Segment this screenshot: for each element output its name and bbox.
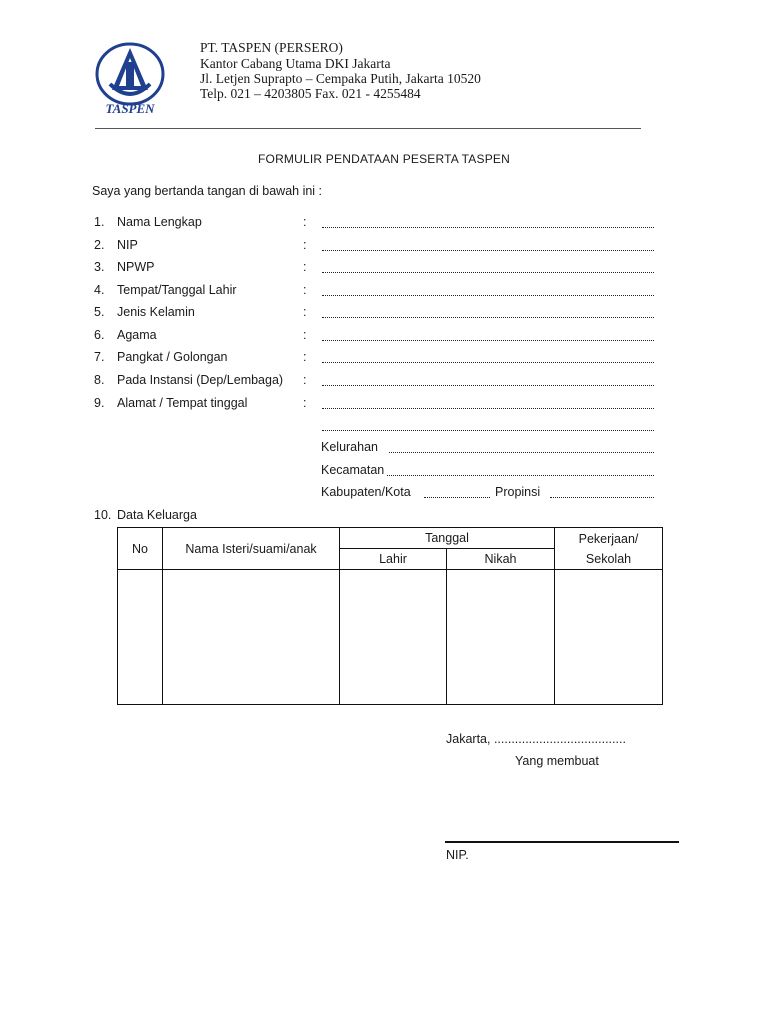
table-cell-no[interactable] bbox=[118, 570, 163, 705]
field-input-instansi[interactable] bbox=[322, 385, 654, 386]
field-input-npwp[interactable] bbox=[322, 272, 654, 273]
field-colon: : bbox=[303, 260, 307, 274]
field-label-nip: NIP bbox=[117, 238, 138, 252]
col-header-no: No bbox=[118, 528, 163, 570]
kecamatan-label: Kecamatan bbox=[321, 463, 385, 477]
col-header-born: Lahir bbox=[340, 549, 447, 570]
field-number: 1. bbox=[94, 215, 105, 229]
company-name: PT. TASPEN (PERSERO) bbox=[200, 40, 343, 55]
field-colon: : bbox=[303, 373, 307, 387]
col-header-occupation-line2: Sekolah bbox=[585, 551, 632, 566]
field-number: 3. bbox=[94, 260, 105, 274]
col-header-occupation-line1: Pekerjaan/ bbox=[578, 531, 639, 546]
date-input[interactable]: ...................................... bbox=[493, 732, 626, 746]
table-cell-occupation[interactable] bbox=[555, 570, 663, 705]
nip-label: NIP. bbox=[446, 848, 469, 862]
signature-line[interactable] bbox=[445, 841, 679, 843]
taspen-logo bbox=[92, 40, 168, 116]
field-input-agama[interactable] bbox=[322, 340, 654, 341]
field-label-jenis-kelamin: Jenis Kelamin bbox=[117, 305, 195, 319]
field-label-agama: Agama bbox=[117, 328, 157, 342]
table-cell-born[interactable] bbox=[340, 570, 447, 705]
place-label: Jakarta, bbox=[446, 732, 491, 746]
table-cell-name[interactable] bbox=[163, 570, 340, 705]
col-header-name: Nama Isteri/suami/anak bbox=[163, 528, 340, 570]
field-input-pangkat-golongan[interactable] bbox=[322, 362, 654, 363]
field-colon: : bbox=[303, 350, 307, 364]
field-colon: : bbox=[303, 305, 307, 319]
col-header-married: Nikah bbox=[447, 549, 555, 570]
intro-text: Saya yang bertanda tangan di bawah ini : bbox=[92, 184, 323, 198]
col-header-date: Tanggal bbox=[340, 528, 555, 549]
field-colon: : bbox=[303, 328, 307, 342]
field-label-tempat-tanggal-lahir: Tempat/Tanggal Lahir bbox=[117, 283, 237, 297]
office-name: Kantor Cabang Utama DKI Jakarta bbox=[200, 56, 391, 71]
field-number: 5. bbox=[94, 305, 105, 319]
form-title: FORMULIR PENDATAAN PESERTA TASPEN bbox=[258, 152, 510, 166]
field-colon: : bbox=[303, 215, 307, 229]
field-input-nama-lengkap[interactable] bbox=[322, 227, 654, 228]
field-colon: : bbox=[303, 283, 307, 297]
field-label-alamat: Alamat / Tempat tinggal bbox=[117, 396, 248, 410]
family-data-label: Data Keluarga bbox=[117, 508, 197, 522]
col-header-occupation bbox=[555, 528, 663, 570]
kabupaten-input[interactable] bbox=[424, 497, 490, 498]
field-label-pangkat-golongan: Pangkat / Golongan bbox=[117, 350, 228, 364]
field-number: 6. bbox=[94, 328, 105, 342]
company-phone-fax: Telp. 021 – 4203805 Fax. 021 - 4255484 bbox=[200, 86, 421, 101]
field-number: 7. bbox=[94, 350, 105, 364]
kecamatan-input[interactable] bbox=[387, 475, 654, 476]
place-date bbox=[446, 732, 626, 746]
field-label-npwp: NPWP bbox=[117, 260, 155, 274]
logo-text: TASPEN bbox=[105, 101, 155, 116]
kabupaten-label: Kabupaten/Kota bbox=[321, 485, 411, 499]
field-number: 2. bbox=[94, 238, 105, 252]
field-label-instansi: Pada Instansi (Dep/Lembaga) bbox=[117, 373, 284, 387]
field-number: 4. bbox=[94, 283, 105, 297]
company-address: Jl. Letjen Suprapto – Cempaka Putih, Jakarta 10520 bbox=[200, 71, 481, 86]
kelurahan-input[interactable] bbox=[389, 452, 654, 453]
propinsi-label: Propinsi bbox=[495, 485, 541, 499]
field-input-alamat-line2[interactable] bbox=[322, 430, 654, 431]
family-data-table bbox=[117, 527, 663, 705]
maker-label: Yang membuat bbox=[515, 754, 599, 768]
field-number: 8. bbox=[94, 373, 105, 387]
field-number: 9. bbox=[94, 396, 105, 410]
field-input-tempat-tanggal-lahir[interactable] bbox=[322, 295, 654, 296]
field-label-nama-lengkap: Nama Lengkap bbox=[117, 215, 202, 229]
field-input-nip[interactable] bbox=[322, 250, 654, 251]
kelurahan-label: Kelurahan bbox=[321, 440, 378, 454]
field-number: 10. bbox=[94, 508, 112, 522]
field-input-alamat-line1[interactable] bbox=[322, 408, 654, 409]
field-colon: : bbox=[303, 238, 307, 252]
field-input-jenis-kelamin[interactable] bbox=[322, 317, 654, 318]
table-cell-married[interactable] bbox=[447, 570, 555, 705]
header-divider bbox=[95, 128, 641, 129]
propinsi-input[interactable] bbox=[550, 497, 654, 498]
field-colon: : bbox=[303, 396, 307, 410]
